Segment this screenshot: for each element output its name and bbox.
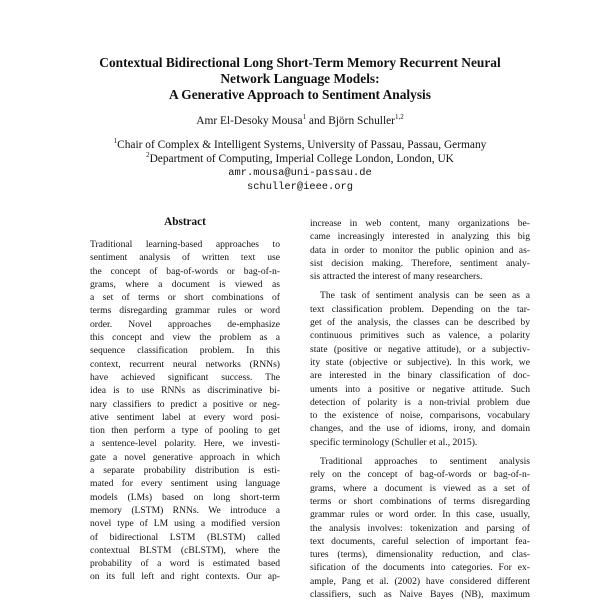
abstract-line: ative sentiment label at every word posi-	[90, 411, 280, 423]
body-line: uments into a positive or negative attitude. Such	[310, 383, 530, 395]
abstract-line: the concept of bag-of-words or bag-of-n-	[90, 265, 280, 277]
affiliation	[60, 152, 540, 166]
abstract-line: a sentence-level polarity. Here, we investi-	[90, 438, 280, 450]
author-email: amr.mousa@uni-passau.de	[228, 167, 372, 179]
abstract-line: sequence classification problem. In this	[90, 345, 280, 357]
author-list	[60, 114, 540, 128]
abstract-line: have achieved significant success. The	[90, 371, 280, 383]
body-line: state (positive or negative attitude), or a subjectiv-	[310, 343, 530, 355]
body-line: data in order to monitor the public opinion and as-	[310, 244, 530, 256]
body-line: tures (terms), dimensionality reduction, and clas-	[310, 549, 530, 561]
body-line: sist decision making. Therefore, sentiment analy-	[310, 257, 530, 269]
body-line: continuous primitives such as valence, a polarity	[310, 330, 530, 342]
body-line: changes, and the use of idioms, irony, and domain	[310, 423, 530, 435]
affiliation-text: Department of Computing, Imperial College London, London, UK	[149, 153, 454, 165]
abstract-line: terms disregarding grammar rules or word	[90, 305, 280, 317]
author-name: Amr El-Desoky Mousa	[196, 115, 303, 127]
paper-title-line-3: A Generative Approach to Sentiment Analysis	[169, 87, 431, 102]
abstract-line: order. Novel approaches de-emphasize	[90, 318, 280, 330]
abstract-line: nary classifiers to predict a positive or neg-	[90, 398, 280, 410]
body-line: came increasingly interested in analyzing this big	[310, 231, 530, 243]
abstract-line: memory (LSTM) RNNs. We introduce a	[90, 504, 280, 516]
abstract-line: gate a novel generative approach in which	[90, 451, 280, 463]
affiliation-marker: 1	[113, 137, 118, 146]
body-line: Traditional approaches to sentiment analysis	[320, 456, 530, 468]
body-line: The task of sentiment analysis can be seen as a	[320, 290, 530, 302]
abstract-heading: Abstract	[164, 216, 206, 228]
abstract-line: this concept and view the problem as a	[90, 332, 280, 344]
abstract-line: of bidirectional LSTM (BLSTM) called	[90, 531, 280, 543]
author-email: schuller@ieee.org	[246, 181, 353, 193]
body-line: specific terminology (Schuller et al., 2015).	[310, 436, 478, 448]
body-line: the analysis involves: tokenization and parsing of	[310, 522, 530, 534]
abstract-line: sentiment analysis of written text use	[90, 252, 280, 264]
body-line: are interested in the binary classification of doc-	[310, 370, 530, 382]
abstract-body	[90, 238, 280, 584]
abstract-line: context, recurrent neural networks (RNNs)	[90, 358, 280, 370]
body-line: sis attracted the interest of many researchers.	[310, 271, 483, 283]
intro-body	[310, 217, 530, 601]
body-line: grams, where a document is viewed as a set of	[310, 482, 530, 494]
author-affil-marker: 1	[302, 113, 307, 122]
abstract-line: mated for every sentiment using language	[90, 478, 280, 490]
author-affil-marker: 1,2	[394, 113, 404, 122]
body-line: get of the analysis, the classes can be described by	[310, 317, 530, 329]
abstract-line: novel type of LM using a modified version	[90, 518, 280, 530]
author-name: Björn Schuller	[328, 115, 395, 127]
paper-title-line-1: Contextual Bidirectional Long Short-Term Memory Recurrent Neural	[99, 55, 501, 70]
body-line: ity state (objective or subjective). In this work, we	[310, 356, 530, 368]
body-line: detection of polarity is a non-trivial problem due	[310, 396, 530, 408]
author-connector: and	[306, 115, 329, 127]
body-line: text classification problem. Depending on the tar-	[310, 303, 530, 315]
paper-title-line-2: Network Language Models:	[220, 71, 380, 86]
affiliation	[60, 138, 540, 152]
body-line: text documents, careful selection of important fea-	[310, 535, 530, 547]
body-line: classifiers, such as Naive Bayes (NB), maximum	[310, 589, 530, 601]
body-line: rely on the concept of bag-of-words or bag-of-n-	[310, 469, 530, 481]
abstract-line: models (LMs) based on long short-term	[90, 491, 280, 503]
abstract-line: probability of a word is estimated based	[90, 558, 280, 570]
body-line: to the existence of noise, comparisons, vocabulary	[310, 410, 530, 422]
affiliation-text: Chair of Complex & Intelligent Systems, University of Passau, Passau, Germany	[117, 139, 487, 151]
body-line: ample, Pang et al. (2002) have considered different	[310, 575, 530, 587]
body-line: sification of the documents into categories. For ex-	[310, 562, 530, 574]
abstract-line: grams, where a document is viewed as	[90, 278, 280, 290]
abstract-line: a set of terms or short combinations of	[90, 292, 280, 304]
abstract-line: on its full left and right contexts. Our ap-	[90, 571, 280, 583]
body-line: grammar rules or word order. In this case, usually,	[310, 509, 530, 521]
abstract-line: idea is to use RNNs as discriminative bi-	[90, 385, 280, 397]
abstract-line: a separate probability distribution is esti-	[90, 465, 280, 477]
body-line: terms or short combinations of terms disregarding	[310, 495, 530, 507]
abstract-line: Traditional learning-based approaches to	[90, 239, 280, 250]
body-line: increase in web content, many organizations be-	[310, 218, 530, 229]
abstract-line: contextual BLSTM (cBLSTM), where the	[90, 544, 280, 556]
affiliation-marker: 2	[146, 151, 150, 160]
abstract-line: tion then perform a type of pooling to get	[90, 425, 280, 437]
